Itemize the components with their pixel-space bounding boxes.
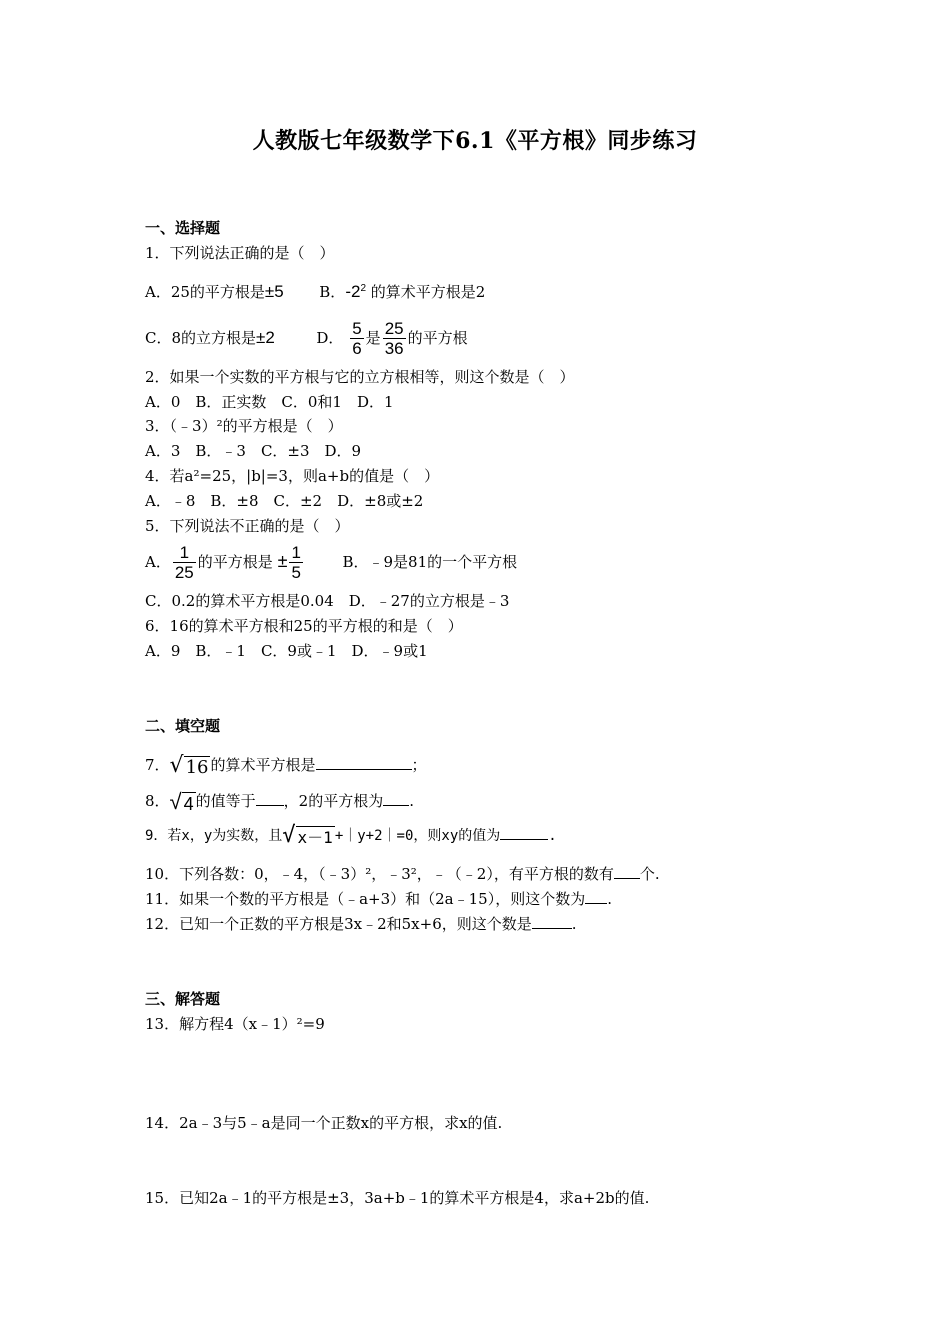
question-5-options-ab xyxy=(145,541,517,583)
q1-option-c-value: ±2 xyxy=(256,328,275,347)
q1-option-a-label: A．25的平方根是 xyxy=(145,283,265,301)
q1-option-d-fraction-1: $\frac{5}{6}$ xyxy=(352,318,362,358)
q1-option-d-fraction-2: $\frac{25}{36}$ xyxy=(384,318,404,358)
q1-option-c-label: C．8的立方根是 xyxy=(145,329,257,347)
question-2-stem: 2．如果一个实数的平方根与它的立方根相等，则这个数是（ ） xyxy=(145,368,575,386)
q1-option-b-exp: 2 xyxy=(360,283,366,294)
q12-text: 12．已知一个正数的平方根是3x﹣2和5x+6，则这个数是 xyxy=(145,915,532,933)
q10-end: 个. xyxy=(639,865,660,883)
q1-option-b-label: B． xyxy=(319,283,346,301)
question-12 xyxy=(145,914,577,934)
q7-text: 的算术平方根是 xyxy=(210,756,316,774)
q12-end: . xyxy=(571,915,577,933)
q5-option-b: B．﹣9是81的一个平方根 xyxy=(342,553,518,571)
q8-number: 8． xyxy=(145,792,170,810)
q9-text-2: +｜y+2｜=0，则xy的值为 xyxy=(334,828,501,844)
q7-answer-blank[interactable] xyxy=(316,755,412,770)
question-2-options: A．0 B．正实数 C．0和1 D．1 xyxy=(145,393,394,411)
q9-answer-blank[interactable] xyxy=(500,825,548,840)
q9-sqrt: √ x－1 xyxy=(282,822,333,848)
q1-option-a-value: ±5 xyxy=(264,282,284,301)
q7-end: ； xyxy=(411,756,427,774)
q8-answer-blank-2[interactable] xyxy=(383,791,409,806)
q10-answer-blank[interactable] xyxy=(614,864,640,879)
question-10 xyxy=(145,864,660,884)
q5-option-a-fraction-2: $\frac{1}{5}$ xyxy=(291,542,301,582)
q7-sqrt: √ 16 xyxy=(169,752,209,778)
question-6-stem: 6．16的算术平方根和25的平方根的和是（ ） xyxy=(145,617,463,635)
q11-end: . xyxy=(607,890,612,908)
q11-text: 11．如果一个数的平方根是（﹣a+3）和（2a﹣15），则这个数为 xyxy=(145,890,586,908)
question-3-options: A．3 B．﹣3 C．±3 D．9 xyxy=(145,442,362,460)
question-4-options: A．﹣8 B．±8 C．±2 D．±8或±2 xyxy=(145,492,424,510)
q5-option-a-fraction: $\frac{1}{25}$ xyxy=(174,542,194,582)
q5-option-a-text: 的平方根是 xyxy=(197,553,273,571)
q8-sqrt: √ 4 xyxy=(169,788,194,814)
question-5-options-cd: C．0.2的算术平方根是0.04 D．﹣27的立方根是﹣3 xyxy=(145,592,510,610)
section-heading-choice: 一、选择题 xyxy=(145,219,221,237)
question-1-options-cd xyxy=(145,318,468,359)
q9-end: . xyxy=(548,828,557,844)
page-title: 人教版七年级数学下6.1《平方根》同步练习 xyxy=(252,128,698,154)
question-8 xyxy=(145,788,414,815)
q1-option-b-text: 的算术平方根是2 xyxy=(370,283,486,301)
q8-text: 的值等于 xyxy=(195,792,256,810)
q8-end: . xyxy=(409,792,414,810)
q10-text: 10．下列各数：0，﹣4，（﹣3）²，﹣3²，﹣（﹣2），有平方根的数有 xyxy=(145,865,614,883)
q7-number: 7． xyxy=(145,756,170,774)
q5-option-a-pm: ± xyxy=(277,551,288,571)
q1-option-d-mid: 是 xyxy=(365,329,381,347)
question-1-stem: 1．下列说法正确的是（ ） xyxy=(145,244,335,262)
q9-text: 9．若x，y为实数，且 xyxy=(145,828,283,844)
question-3-stem: 3．（﹣3）²的平方根是（ ） xyxy=(145,417,343,435)
question-1-options-ab xyxy=(145,279,485,302)
q8-answer-blank-1[interactable] xyxy=(256,791,284,806)
q11-answer-blank[interactable] xyxy=(585,889,607,904)
section-heading-fill: 二、填空题 xyxy=(145,717,221,735)
q12-answer-blank[interactable] xyxy=(532,914,572,929)
q1-option-d-text: 的平方根 xyxy=(407,329,468,347)
question-11 xyxy=(145,889,612,909)
question-14: 14．2a﹣3与5﹣a是同一个正数x的平方根，求x的值. xyxy=(145,1114,503,1132)
question-9 xyxy=(145,822,557,850)
q8-text-2: ，2的平方根为 xyxy=(283,792,384,810)
question-13: 13．解方程4（x﹣1）²=9 xyxy=(145,1015,325,1033)
question-4-stem: 4．若a²=25，|b|=3，则a+b的值是（ ） xyxy=(145,467,440,485)
question-5-stem: 5．下列说法不正确的是（ ） xyxy=(145,517,350,535)
question-7 xyxy=(145,752,427,779)
q1-option-b-base: -2 xyxy=(345,282,361,301)
q5-option-a-label: A． xyxy=(145,553,171,571)
q1-option-d-label: D． xyxy=(316,329,344,347)
question-15: 15．已知2a﹣1的平方根是±3，3a+b﹣1的算术平方根是4，求a+2b的值. xyxy=(145,1189,650,1207)
question-6-options: A．9 B．﹣1 C．9或﹣1 D．﹣9或1 xyxy=(145,642,428,660)
section-heading-solve: 三、解答题 xyxy=(145,990,221,1008)
